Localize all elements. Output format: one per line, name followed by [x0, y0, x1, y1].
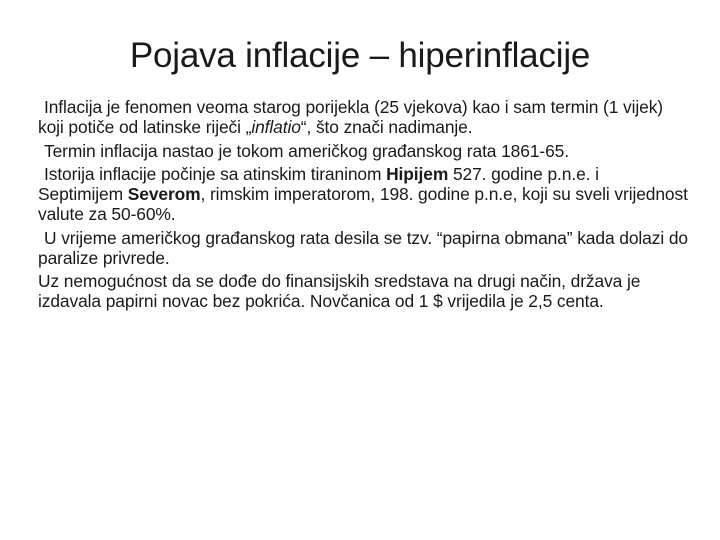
- paragraph-text: “, što znači nadimanje.: [300, 116, 473, 137]
- paragraph-term-origin: [38, 142, 688, 162]
- paragraph-text: U vrijeme američkog građanskog rata desila se tzv. “papirna obmana” kada dolazi do paralize privrede.: [38, 227, 688, 268]
- paragraph-text: Istorija inflacije počinje sa atinskim tiraninom: [44, 164, 387, 185]
- paragraph-text: Inflacija je fenomen veoma starog porijekla (25 vjekova) kao i sam termin (1 vijek) koji potiče od latinske riječi „: [38, 97, 663, 137]
- paragraph-inflation-origin: [38, 98, 688, 138]
- slide-body: [38, 98, 688, 316]
- name-hipije: Hipijem: [386, 164, 449, 185]
- name-sever: Severom: [127, 184, 201, 205]
- paragraph-paper-deception: [38, 229, 688, 269]
- paragraph-text: Termin inflacija nastao je tokom američkog građanskog rata 1861-65.: [44, 140, 569, 161]
- paragraph-text: , rimskim imperatorom, 198. godine p.n.e, koji su sveli vrijednost valute za 50-60%.: [38, 184, 688, 224]
- paragraph-text: Uz nemogućnost da se dođe do finansijskih sredstava na drugi način, država je izdavala papirni novac bez pokrića. Novčanica od 1 $ vrijedila je 2,5 centa.: [38, 271, 641, 312]
- paragraph-paper-money: [38, 272, 688, 312]
- latin-term: inflatio: [251, 116, 301, 137]
- slide-title: Pojava inflacije – hiperinflacije: [129, 36, 591, 75]
- paragraph-text: 527. godine p.n.e. i Septimijem: [38, 164, 599, 205]
- paragraph-inflation-history: [38, 165, 688, 224]
